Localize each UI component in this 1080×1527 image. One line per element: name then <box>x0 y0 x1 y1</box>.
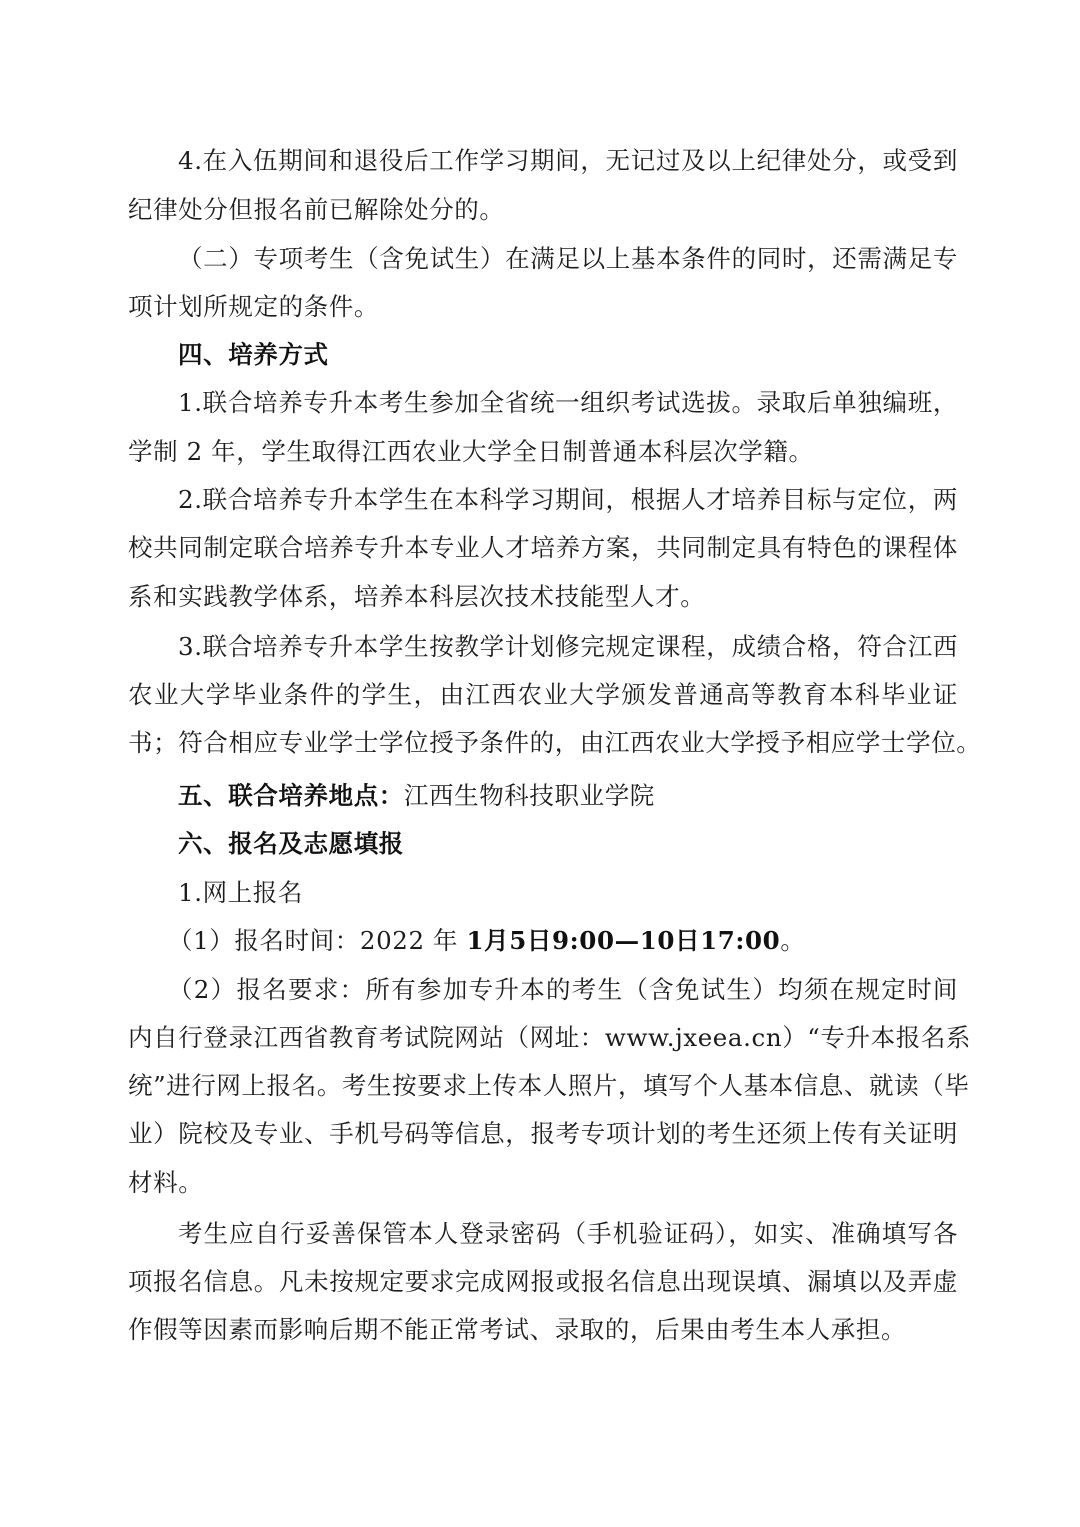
paragraph-requirements-line-2: 内自行登录江西省教育考试院网站（网址：www.jxeea.cn）“专升本报名系 <box>128 1023 972 1052</box>
paragraph-requirements-line-3: 统”进行网上报名。考生按要求上传本人照片，填写个人基本信息、就读（毕 <box>128 1071 970 1100</box>
paragraph-training-2-line-3: 系和实践教学体系，培养本科层次技术技能型人才。 <box>128 582 706 611</box>
paragraph-special-candidates-line-2: 项计划所规定的条件。 <box>128 292 379 321</box>
paragraph-item-4-line-1: 4.在入伍期间和退役后工作学习期间，无记过及以上纪律处分，或受到 <box>178 146 958 175</box>
registration-time-range: 1月5日9:00—10日17:00 <box>466 926 781 955</box>
registration-time-prefix: （1）报名时间：2022 年 <box>168 926 467 955</box>
paragraph-training-2-line-1: 2.联合培养专升本学生在本科学习期间，根据人才培养目标与定位，两 <box>178 485 958 514</box>
paragraph-special-candidates-line-1: （二）专项考生（含免试生）在满足以上基本条件的同时，还需满足专 <box>178 244 958 273</box>
paragraph-training-1-line-2: 学制 2 年，学生取得江西农业大学全日制普通本科层次学籍。 <box>128 437 814 466</box>
paragraph-training-3-line-1: 3.联合培养专升本学生按教学计划修完规定课程，成绩合格，符合江西 <box>178 632 958 661</box>
paragraph-password-notice-line-3: 作假等因素而影响后期不能正常考试、录取的，后果由考生本人承担。 <box>128 1315 907 1344</box>
training-location-value: 江西生物科技职业学院 <box>403 781 655 810</box>
registration-time-suffix: 。 <box>780 926 806 955</box>
subheading-online-registration: 1.网上报名 <box>178 878 303 907</box>
paragraph-training-3-line-3: 书；符合相应专业学士学位授予条件的，由江西农业大学授予相应学士学位。 <box>128 728 982 757</box>
paragraph-item-4-line-2: 纪律处分但报名前已解除处分的。 <box>128 195 505 224</box>
paragraph-training-2-line-2: 校共同制定联合培养专升本专业人才培养方案，共同制定具有特色的课程体 <box>128 533 958 562</box>
section-heading-registration: 六、报名及志愿填报 <box>178 829 404 858</box>
paragraph-requirements-line-1: （2）报名要求：所有参加专升本的考生（含免试生）均须在规定时间 <box>168 975 958 1004</box>
section-heading-training-mode: 四、培养方式 <box>178 340 329 369</box>
paragraph-training-3-line-2: 农业大学毕业条件的学生，由江西农业大学颁发普通高等教育本科毕业证 <box>128 680 958 709</box>
registration-time <box>168 921 948 961</box>
paragraph-password-notice-line-1: 考生应自行妥善保管本人登录密码（手机验证码），如实、准确填写各 <box>178 1219 958 1248</box>
section-heading-training-location: 五、联合培养地点： <box>178 781 404 810</box>
paragraph-training-1-line-1: 1.联合培养专升本考生参加全省统一组织考试选拔。录取后单独编班， <box>178 388 958 417</box>
section-training-location <box>178 776 958 816</box>
paragraph-requirements-line-5: 材料。 <box>128 1168 204 1197</box>
paragraph-requirements-line-4: 业）院校及专业、手机号码等信息，报考专项计划的考生还须上传有关证明 <box>128 1119 958 1148</box>
paragraph-password-notice-line-2: 项报名信息。凡未按规定要求完成网报或报名信息出现误填、漏填以及弄虚 <box>128 1267 958 1296</box>
